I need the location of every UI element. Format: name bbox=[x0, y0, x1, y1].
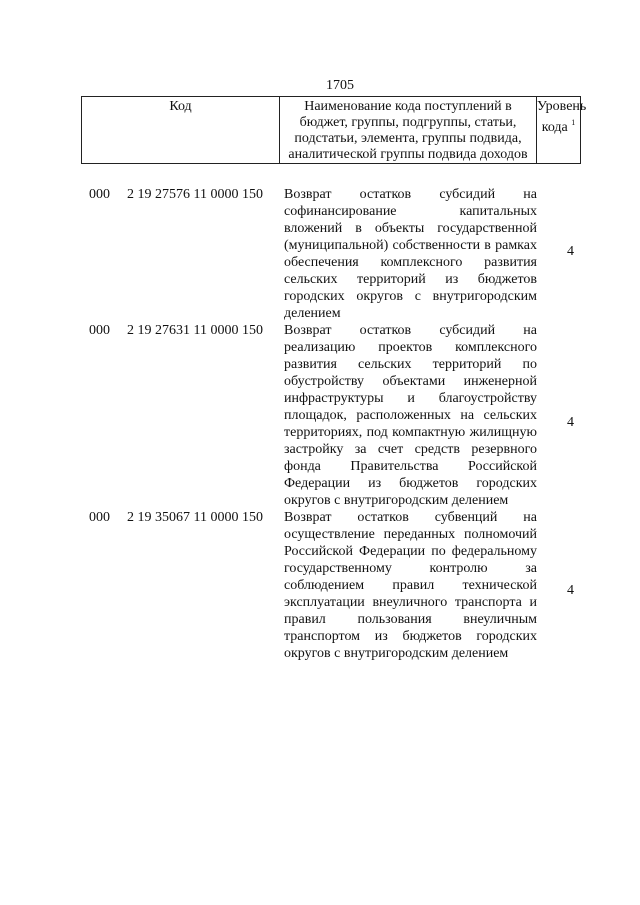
header-code: Код bbox=[82, 97, 280, 163]
row-description: Возврат остатков субсидий на реализацию проектов комплексного развития сельских территорий по обустройству объектами инженерной инфраструктуры и благоустройству площадок, расположенных на сельских территориях, под компактную жилищную застройку за счет средств резервного фонда Правительства Российской Федерации из бюджетов городских округов с внутригородским делением bbox=[284, 323, 537, 508]
row-code: 2 19 35067 11 0000 150 bbox=[127, 510, 263, 525]
row-admin-code: 000 bbox=[89, 510, 110, 525]
row-description: Возврат остатков субвенций на осуществление переданных полномочий Российской Федерации по федеральному государственному контролю за соблюдением правил технической эксплуатации внеуличного транспорта и правил пользования внеуличным транспортом из бюджетов городских округов с внутригородским делением bbox=[284, 510, 537, 661]
table-row bbox=[0, 509, 640, 662]
row-admin-code: 000 bbox=[89, 323, 110, 338]
row-level: 4 bbox=[567, 583, 574, 598]
page-number: 1705 bbox=[326, 78, 354, 93]
row-level: 4 bbox=[567, 415, 574, 430]
header-level-footnote: 1 bbox=[571, 118, 576, 127]
row-description: Возврат остатков субсидий на софинансирование капитальных вложений в объекты государственной (муниципальной) собственности в рамках обеспечения комплексного развития сельских территорий из бюджетов городских округов с внутригородским делением bbox=[284, 187, 537, 321]
row-admin-code: 000 bbox=[89, 187, 110, 202]
table-row bbox=[0, 322, 640, 509]
row-code: 2 19 27576 11 0000 150 bbox=[127, 187, 263, 202]
header-name: Наименование кода поступлений в бюджет, группы, подгруппы, статьи, подстатьи, элемента, группы подвида, аналитической группы подвида доходов bbox=[280, 97, 537, 163]
table-body bbox=[0, 186, 640, 662]
header-level bbox=[537, 97, 587, 163]
row-level: 4 bbox=[567, 244, 574, 259]
header-level-label: Уровень кода bbox=[537, 99, 587, 135]
table-row bbox=[0, 186, 640, 322]
row-code: 2 19 27631 11 0000 150 bbox=[127, 323, 263, 338]
table-header bbox=[81, 96, 587, 164]
